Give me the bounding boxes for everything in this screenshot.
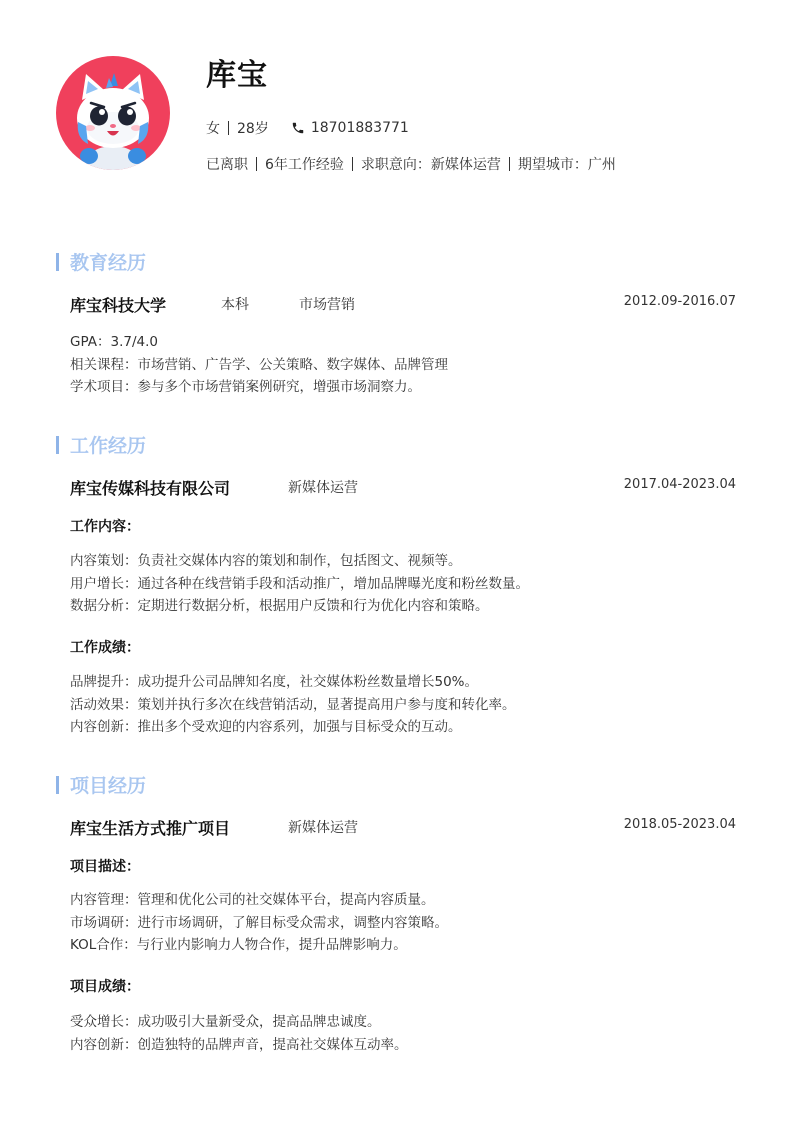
divider (509, 157, 510, 171)
school-name: 库宝科技大学 (70, 296, 167, 315)
work-experience: 6年工作经验 (265, 157, 344, 173)
section-title-work (56, 431, 146, 458)
project-desc-list (70, 889, 448, 957)
project-row (70, 816, 736, 838)
work-achievement-heading: 工作成绩： (70, 640, 140, 656)
job-info-line (206, 154, 616, 174)
age: 28岁 (237, 121, 269, 137)
basic-info-line (206, 118, 409, 138)
list-item: KOL合作：与行业内影响力人物合作，提升品牌影响力。 (70, 937, 407, 953)
section-accent-bar (56, 253, 59, 271)
expected-city: 期望城市：广州 (517, 157, 616, 173)
phone-block (291, 120, 409, 136)
list-item: 内容创新：推出多个受欢迎的内容系列，加强与目标受众的互动。 (70, 719, 462, 735)
divider (256, 157, 257, 171)
list-item: 相关课程：市场营销、广告学、公关策略、数字媒体、品牌管理 (70, 356, 448, 373)
list-item: 内容策划：负责社交媒体内容的策划和制作，包括图文、视频等。 (70, 553, 462, 569)
list-item: 数据分析：定期进行数据分析，根据用户反馈和行为优化内容和策略。 (70, 598, 489, 614)
work-row (70, 476, 736, 498)
list-item: 活动效果：策划并执行多次在线营销活动，显著提高用户参与度和转化率。 (70, 696, 516, 713)
divider (228, 121, 229, 135)
list-item: 内容管理：管理和优化公司的社交媒体平台，提高内容质量。 (70, 892, 435, 908)
project-desc-heading: 项目描述： (70, 859, 140, 875)
project-name: 库宝生活方式推广项目 (70, 819, 231, 838)
job-intent: 求职意向：新媒体运营 (360, 157, 501, 173)
cartoon-cat-avatar-icon (56, 56, 170, 170)
gender: 女 (206, 121, 220, 137)
section-accent-bar (56, 776, 59, 794)
education-details (70, 331, 448, 399)
job-role: 新媒体运营 (288, 480, 358, 496)
list-item: 品牌提升：成功提升公司品牌知名度，社交媒体粉丝数量增长50%。 (70, 674, 479, 690)
section-title-education (56, 248, 146, 275)
work-achievement-list (70, 671, 516, 739)
candidate-name: 库宝 (206, 58, 268, 93)
project-achievement-heading: 项目成绩： (70, 979, 140, 995)
project-role: 新媒体运营 (288, 820, 358, 836)
degree: 本科 (221, 297, 249, 313)
section-heading: 项目经历 (70, 775, 147, 797)
section-heading: 工作经历 (70, 435, 147, 457)
education-date: 2012.09-2016.07 (623, 294, 736, 309)
project-achievement-list (70, 1011, 408, 1056)
section-heading: 教育经历 (70, 252, 147, 274)
work-content-list (70, 550, 529, 618)
company-name: 库宝传媒科技有限公司 (70, 479, 231, 498)
phone-icon (291, 121, 305, 135)
section-accent-bar (56, 436, 59, 454)
phone-number: 18701883771 (310, 120, 409, 136)
employment-status: 已离职 (206, 157, 248, 173)
section-title-project (56, 771, 146, 798)
work-date: 2017.04-2023.04 (623, 477, 736, 492)
divider (352, 157, 353, 171)
list-item: 受众增长：成功吸引大量新受众，提高品牌忠诚度。 (70, 1014, 381, 1030)
education-row (70, 293, 736, 315)
list-item: GPA：3.7/4.0 (70, 334, 158, 350)
list-item: 市场调研：进行市场调研，了解目标受众需求，调整内容策略。 (70, 914, 448, 931)
list-item: 学术项目：参与多个市场营销案例研究，增强市场洞察力。 (70, 379, 421, 395)
major: 市场营销 (299, 297, 355, 313)
project-date: 2018.05-2023.04 (623, 817, 736, 832)
work-content-heading: 工作内容： (70, 519, 140, 535)
avatar (56, 56, 170, 170)
list-item: 用户增长：通过各种在线营销手段和活动推广，增加品牌曝光度和粉丝数量。 (70, 575, 529, 592)
list-item: 内容创新：创造独特的品牌声音，提高社交媒体互动率。 (70, 1036, 408, 1053)
